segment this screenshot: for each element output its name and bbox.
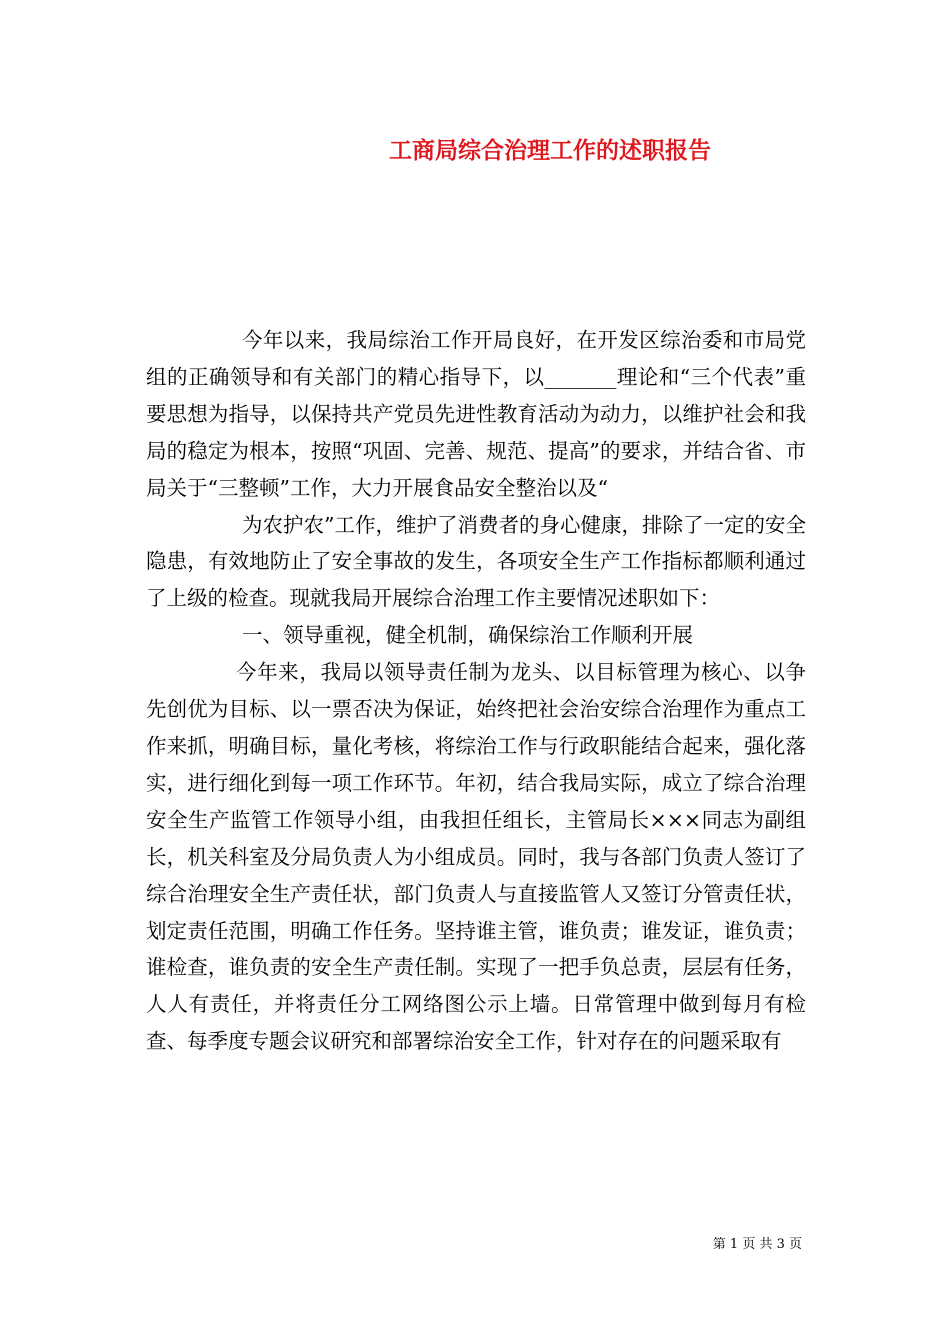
document-body — [146, 322, 806, 1060]
paragraph-intro: 今年以来，我局综治工作开局良好，在开发区综治委和市局党组的正确领导和有关部门的精心指导下，以_______理论和“三个代表”重要思想为指导，以保持共产党员先进性教育活动为动力，以维护社会和我局的稳定为根本，按照“巩固、完善、规范、提高”的要求，并结合省、市局关于“三整顿”工作，大力开展食品安全整治以及“ — [146, 328, 806, 500]
document-title: 工商局综合治理工作的述职报告 — [389, 137, 711, 164]
paragraph-continuation: 为农护农”工作，维护了消费者的身心健康，排除了一定的安全隐患，有效地防止了安全事故的发生，各项安全生产工作指标都顺利通过了上级的检查。现就我局开展综合治理工作主要情况述职如下： — [146, 512, 806, 611]
section-heading-1: 一、领导重视，健全机制，确保综治工作顺利开展 — [242, 623, 693, 648]
page-number-footer: 第 1 页 共 3 页 — [712, 1237, 802, 1252]
paragraph-section-1: 今年来，我局以领导责任制为龙头、以目标管理为核心、以争先创优为目标、以一票否决为保证，始终把社会治安综合治理作为重点工作来抓，明确目标，量化考核，将综治工作与行政职能结合起来，强化落实，进行细化到每一项工作环节。年初，结合我局实际，成立了综合治理安全生产监管工作领导小组，由我担任组长，主管局长×××同志为副组长，机关科室及分局负责人为小组成员。同时，我与各部门负责人签订了综合治理安全生产责任状，部门负责人与直接监管人又签订分管责任状，划定责任范围，明确工作任务。坚持谁主管，谁负责；谁发证，谁负责；谁检查，谁负责的安全生产责任制。实现了一把手负总责，层层有任务，人人有责任，并将责任分工网络图公示上墙。日常管理中做到每月有检查、每季度专题会议研究和部署综治安全工作，针对存在的问题采取有 — [146, 660, 806, 1054]
